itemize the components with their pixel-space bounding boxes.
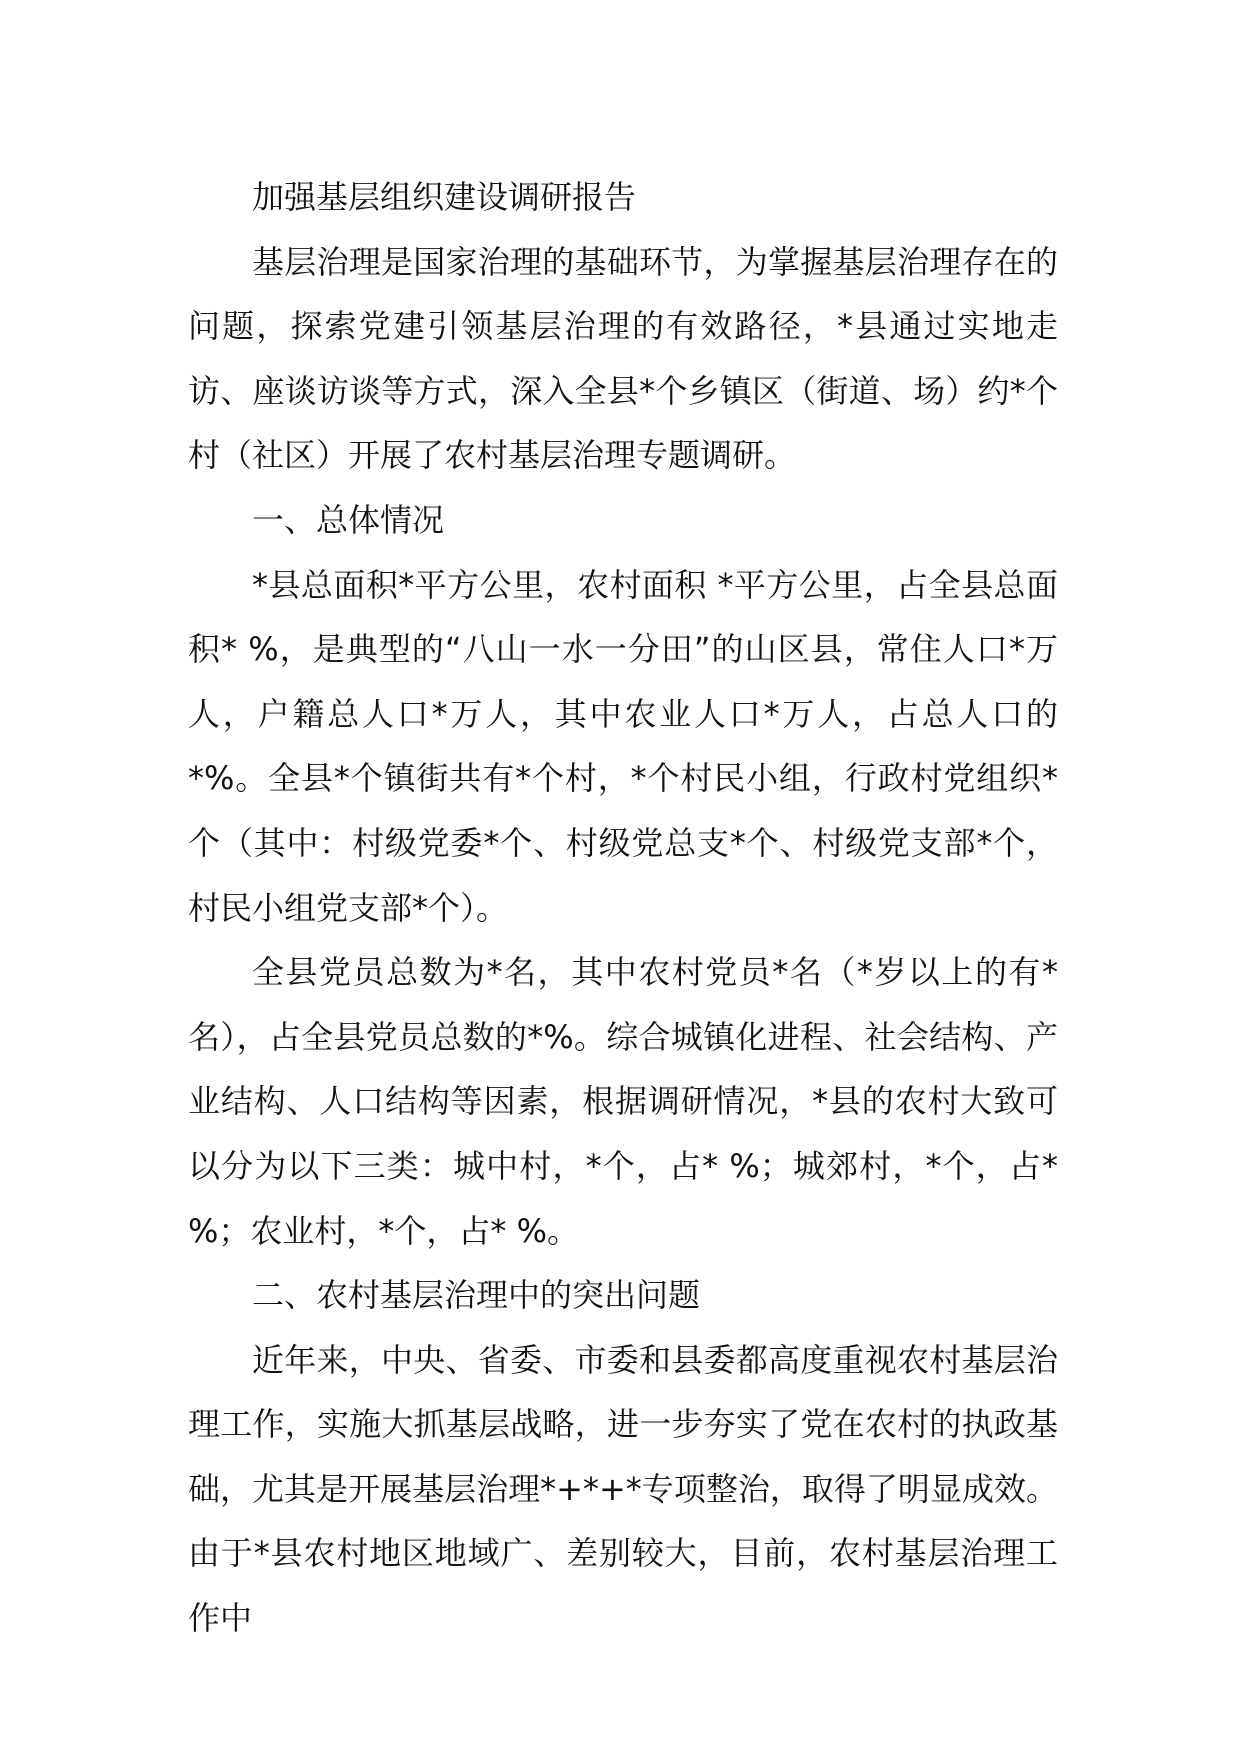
- document-body: [188, 165, 1058, 1651]
- section-heading-overview: 一、总体情况: [252, 500, 445, 539]
- paragraph-county-overview: *县总面积*平方公里，农村面积 *平方公里，占全县总面积* %，是典型的“八山一水一分田”的山区县，常住人口*万人，户籍总人口*万人，其中农业人口*万人，占总人口的*%。全县*个镇街共有*个村，*个村民小组，行政村党组织*个（其中：村级党委*个、村级党总支*个、村级党支部*个，村民小组党支部*个）。: [188, 565, 1058, 927]
- paragraph-party-members: 全县党员总数为*名，其中农村党员*名（*岁以上的有*名），占全县党员总数的*%。综合城镇化进程、社会结构、产业结构、人口结构等因素，根据调研情况，*县的农村大致可以分为以下三类：城中村，*个，占* %；城郊村，*个，占* %；农业村，*个，占* %。: [188, 953, 1058, 1250]
- paragraph-problems-intro: 近年来，中央、省委、市委和县委都高度重视农村基层治理工作，实施大抓基层战略，进一步夯实了党在农村的执政基础，尤其是开展基层治理*+*+*专项整治，取得了明显成效。由于*县农村地区地域广、差别较大，目前，农村基层治理工作中: [188, 1340, 1058, 1638]
- paragraph-intro: 基层治理是国家治理的基础环节，为掌握基层治理存在的问题，探索党建引领基层治理的有效路径，*县通过实地走访、座谈访谈等方式，深入全县*个乡镇区（街道、场）约*个村（社区）开展了农村基层治理专题调研。: [188, 242, 1058, 475]
- document-title: 加强基层组织建设调研报告: [252, 178, 637, 216]
- section-heading-problems: 二、农村基层治理中的突出问题: [252, 1276, 701, 1315]
